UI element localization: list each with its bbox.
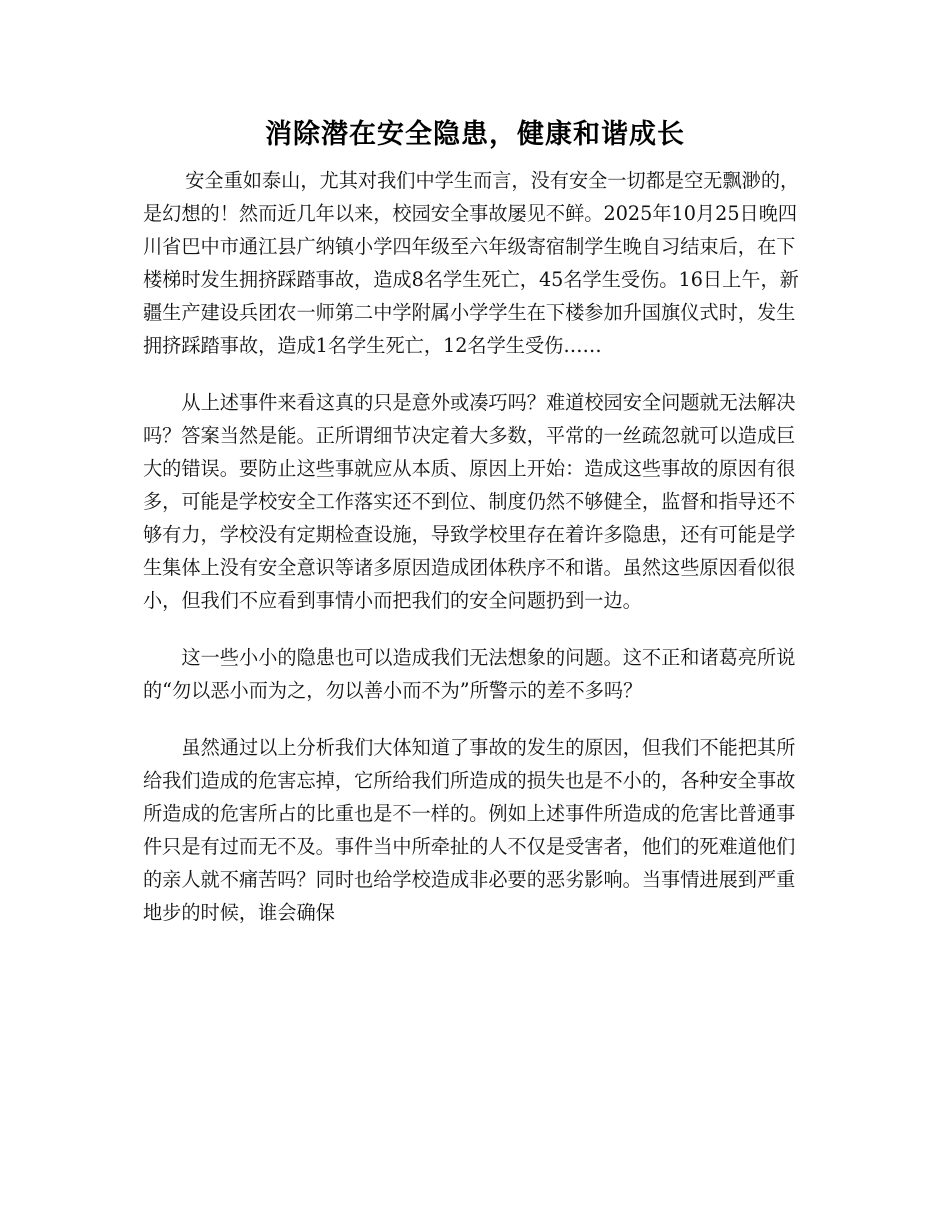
paragraph-1: 安全重如泰山，尤其对我们中学生而言，没有安全一切都是空无飘渺的，是幻想的！然而近几年以来，校园安全事故屡见不鲜。2025年10月25日晚四川省巴中市通江县广纳镇小学四年级至六年级寄宿制学生晚自习结束后，在下楼梯时发生拥挤踩踏事故，造成8名学生死亡，45名学生受伤。16日上午，新疆生产建设兵团农一师第二中学附属小学学生在下楼参加升国旗仪式时，发生拥挤踩踏事故，造成1名学生死亡，12名学生受伤…… bbox=[143, 169, 800, 357]
document-body bbox=[143, 164, 813, 953]
paragraph-2: 从上述事件来看这真的只是意外或凑巧吗？难道校园安全问题就无法解决吗？答案当然是能。正所谓细节决定着大多数，平常的一丝疏忽就可以造成巨大的错误。要防止这些事就应从本质、原因上开始：造成这些事故的原因有很多，可能是学校安全工作落实还不到位、制度仍然不够健全，监督和指导还不够有力，学校没有定期检查设施，导致学校里存在着许多隐患，还有可能是学生集体上没有安全意识等诸多原因造成团体秩序不和谐。虽然这些原因看似很小，但我们不应看到事情小而把我们的安全问题扔到一边。 bbox=[143, 391, 796, 612]
paragraph-4: 虽然通过以上分析我们大体知道了事故的发生的原因，但我们不能把其所给我们造成的危害忘掉，它所给我们所造成的损失也是不小的，各种安全事故所造成的危害所占的比重也是不一样的。例如上述事件所造成的危害比普通事件只是有过而无不及。事件当中所牵扯的人不仅是受害者，他们的死难道他们的亲人就不痛苦吗？同时也给学校造成非必要的恶劣影响。当事情进展到严重地步的时候，谁会确保 bbox=[143, 736, 796, 924]
document-title: 消除潜在安全隐患，健康和谐成长 bbox=[265, 119, 685, 150]
paragraph-3: 这一些小小的隐患也可以造成我们无法想象的问题。这不正和诸葛亮所说的“勿以恶小而为之，勿以善小而不为”所警示的差不多吗？ bbox=[143, 646, 796, 702]
